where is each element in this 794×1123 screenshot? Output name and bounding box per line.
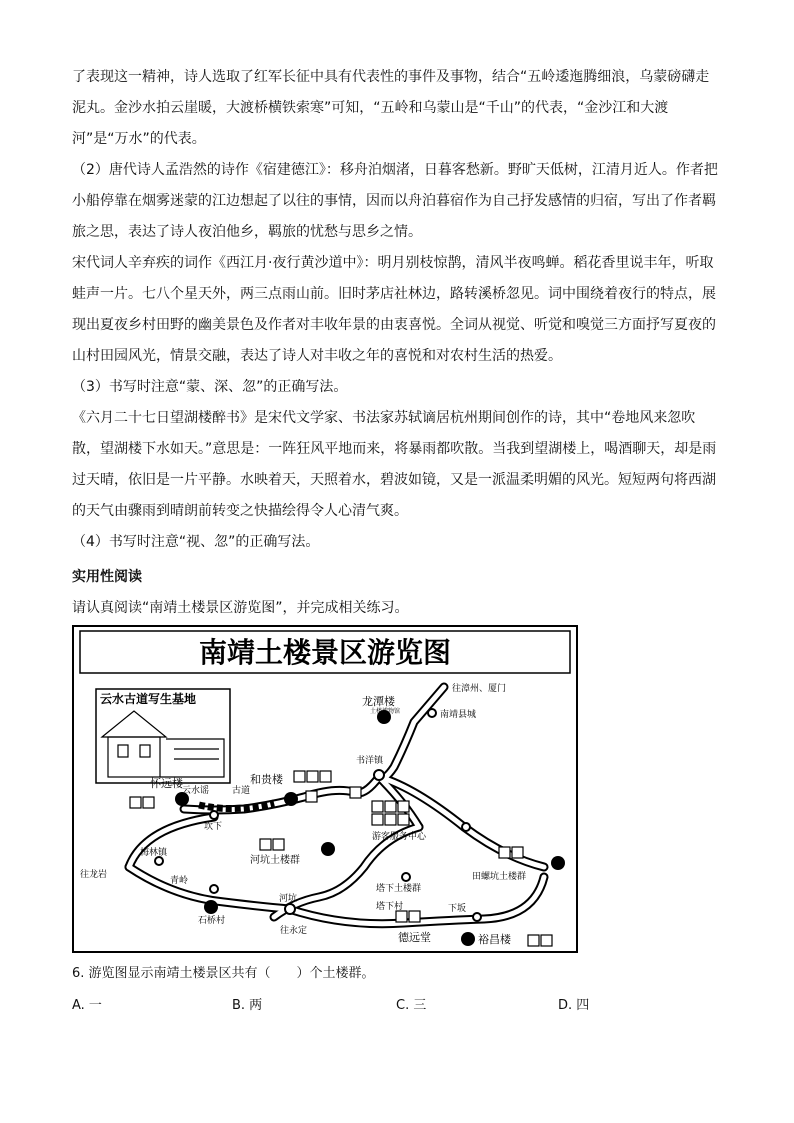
label-to-zhangzhou: 往漳州、厦门 — [452, 684, 507, 694]
paragraph-3: 宋代词人辛弃疾的词作《西江月·夜行黄沙道中》：明月别枝惊鹊，清风半夜鸣蝉。稻花香里说丰年，听取蛙声一片。七八个星天外，两三点雨山前。旧时茅店社林边，路转溪桥忽见。词中围绕着夜行的特点，展现出夏夜乡村田野的幽美景色及作者对丰收年景的由衷喜悦。全词从视觉、听觉和嗅觉三方面抒写夏夜的山村田园风光，情景交融，表达了诗人对丰收之年的喜悦和对农村生活的热爱。 — [72, 255, 716, 364]
label-qingling: 青岭 — [170, 876, 189, 886]
intro-text: 请认真阅读“南靖土楼景区游览图”，并完成相关练习。 — [72, 600, 409, 616]
accessible-icon — [372, 814, 383, 825]
label-meilin: 梅林镇 — [140, 848, 168, 858]
paragraph-4: （3）书写时注意“蒙、深、忽”的正确写法。 — [72, 379, 348, 395]
node-kanxia — [210, 811, 218, 819]
label-hekeng-village: 河坑 — [279, 894, 298, 904]
marker-shiqiao — [204, 900, 218, 914]
label-shuyang: 书洋镇 — [356, 756, 384, 766]
label-xiaban: 下坂 — [448, 904, 467, 914]
toilet-icon — [409, 911, 420, 922]
label-nanjing: 南靖县城 — [440, 710, 477, 720]
node-shuyang — [374, 770, 384, 780]
node-tianluokeng — [462, 823, 470, 831]
parking-icon — [499, 847, 510, 858]
option-d[interactable]: D. 四 — [558, 998, 590, 1013]
label-tianluokeng: 田螺坑土楼群 — [472, 872, 527, 882]
parking-icon — [372, 801, 383, 812]
parking-icon — [260, 839, 271, 850]
map-title: 南靖土楼景区游览图 — [198, 636, 452, 669]
node-meilin — [155, 857, 163, 865]
option-c[interactable]: C. 三 — [396, 998, 427, 1013]
paragraph-6: （4）书写时注意“视、忽”的正确写法。 — [72, 534, 320, 550]
toilet-icon — [398, 801, 409, 812]
map-drawing — [74, 627, 576, 951]
inset-title: 云水古道写生基地 — [100, 692, 197, 706]
home-icon — [306, 791, 317, 802]
label-kanxia: 坎下 — [204, 822, 223, 832]
label-longtan-sub: 土楼博物馆 — [370, 708, 401, 715]
paragraph-1: 了表现这一精神，诗人选取了红军长征中具有代表性的事件及事物，结合“五岭逶迤腾细浪，乌蒙磅礴走泥丸。金沙水拍云崖暖，大渡桥横铁索寒”可知，“五岭和乌蒙山是“千山”的代表，“金沙江和大渡河”是“万水”的代表。 — [72, 69, 710, 147]
label-hegui: 和贵楼 — [250, 773, 283, 786]
marker-hekeng — [321, 842, 335, 856]
marker-tianluokeng — [551, 856, 565, 870]
label-hekeng-group: 河坑土楼群 — [250, 855, 300, 866]
parking-icon — [528, 935, 539, 946]
toilet-icon — [512, 847, 523, 858]
parking-icon — [294, 771, 305, 782]
marker-yuchang — [461, 932, 475, 946]
label-to-longyan: 往龙岩 — [80, 870, 108, 880]
node-xiaban — [473, 913, 481, 921]
paragraph-5: 《六月二十七日望湖楼醉书》是宋代文学家、书法家苏轼谪居杭州期间创作的诗，其中“卷地风来忽吹散，望湖楼下水如天。”意思是：一阵狂风平地而来，将暴雨都吹散。当我到望湖楼上，喝酒聊天，却是雨过天晴，依旧是一片平静。水映着天，天照着水，碧波如镜，又是一派温柔明媚的风光。短短两句将西湖的天气由骤雨到晴朗前转变之快描绘得令人心清气爽。 — [72, 410, 717, 519]
label-gudao: 古道 — [232, 786, 251, 796]
node-taxia-group — [402, 873, 410, 881]
marker-hegui — [284, 792, 298, 806]
option-b[interactable]: B. 两 — [232, 998, 263, 1013]
node-hekeng — [285, 904, 295, 914]
info-icon — [385, 801, 396, 812]
toilet-icon — [273, 839, 284, 850]
answer-text — [72, 62, 722, 558]
home-icon — [350, 787, 361, 798]
paragraph-2: （2）唐代诗人孟浩然的诗作《宿建德江》：移舟泊烟渚，日暮客愁新。野旷天低树，江清月近人。作者把小船停靠在烟雾迷蒙的江边想起了以往的事情，因而以舟泊暮宿作为自己抒发感情的归宿，写出了作者羁旅之思，表达了诗人夜泊他乡，羁旅的忧愁与思乡之情。 — [72, 162, 718, 240]
ancient-road — [199, 803, 274, 809]
option-a[interactable]: A. 一 — [72, 998, 102, 1013]
toilet-icon — [143, 797, 154, 808]
node-nanjing — [428, 709, 436, 717]
label-yuchang: 裕昌楼 — [478, 933, 511, 946]
restaurant-icon — [385, 814, 396, 825]
toilet-icon — [541, 935, 552, 946]
section-heading: 实用性阅读 — [72, 569, 142, 585]
label-visitor-center: 游客服务中心 — [372, 832, 427, 842]
scenic-map — [72, 625, 578, 953]
restaurant-icon — [307, 771, 318, 782]
question-6: 6. 游览图显示南靖土楼景区共有（ ）个土楼群。 — [72, 966, 375, 981]
label-shiqiao: 石桥村 — [198, 916, 226, 926]
label-taxia-group: 塔下土楼群 — [376, 884, 422, 894]
label-huaiyuan: 怀远楼 — [150, 777, 183, 790]
label-to-yongding: 往永定 — [280, 926, 308, 936]
node-qingling — [210, 885, 218, 893]
parking-icon — [396, 911, 407, 922]
toilet-icon — [320, 771, 331, 782]
toilet-icon — [398, 814, 409, 825]
tulou-markers — [175, 710, 565, 946]
parking-icon — [130, 797, 141, 808]
label-deyuan: 德远堂 — [398, 931, 431, 944]
label-yunshui: 云水谣 — [182, 786, 210, 796]
label-longtan: 龙潭楼 — [362, 695, 395, 708]
label-taxia-village: 塔下村 — [376, 902, 404, 912]
